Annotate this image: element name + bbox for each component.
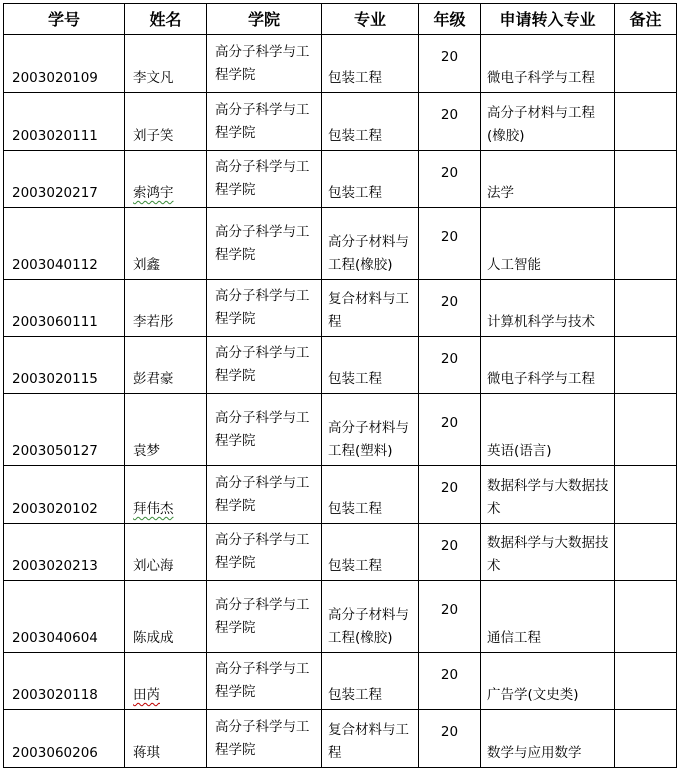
cell-student-id-text: 2003020213 (12, 558, 98, 574)
cell-major-text: 包装工程 (328, 70, 382, 86)
cell-remarks (615, 337, 677, 394)
cell-major-text: 包装工程 (328, 371, 382, 387)
cell-college (207, 394, 322, 466)
cell-remarks (615, 151, 677, 208)
cell-college-text: 高分子科学与工程学院 (215, 159, 310, 198)
cell-student-id-text: 2003020115 (12, 371, 98, 387)
cell-name-text: 李文凡 (133, 70, 174, 86)
cell-name (125, 280, 207, 337)
cell-target-major-text: 微电子科学与工程 (487, 371, 595, 387)
cell-student-id-text: 2003020118 (12, 687, 98, 703)
cell-student-id-text: 2003020109 (12, 70, 98, 86)
cell-student-id (4, 337, 125, 394)
cell-college-text: 高分子科学与工程学院 (215, 345, 310, 384)
cell-target-major-text: 广告学(文史类) (487, 687, 579, 703)
cell-student-id (4, 394, 125, 466)
cell-grade (419, 524, 481, 581)
cell-remarks (615, 35, 677, 93)
cell-target-major (481, 280, 615, 337)
cell-major (322, 35, 419, 93)
cell-target-major-text: 通信工程 (487, 630, 541, 646)
cell-grade-text: 20 (440, 724, 459, 740)
table-row (4, 524, 677, 581)
cell-remarks (615, 581, 677, 653)
cell-name (125, 581, 207, 653)
cell-major-text: 复合材料与工程 (328, 722, 409, 761)
cell-name (125, 394, 207, 466)
table-row (4, 35, 677, 93)
table-row (4, 208, 677, 280)
cell-college-text: 高分子科学与工程学院 (215, 101, 310, 141)
cell-name-text: 刘心海 (133, 558, 174, 574)
header-row (4, 4, 677, 35)
cell-major (322, 394, 419, 466)
cell-target-major-text: 数据科学与大数据技术 (487, 535, 609, 574)
header-student-id: 学号 (4, 4, 125, 35)
cell-college-text: 高分子科学与工程学院 (215, 532, 310, 571)
cell-college-text: 高分子科学与工程学院 (215, 43, 310, 83)
cell-target-major (481, 208, 615, 280)
table-row (4, 93, 677, 151)
cell-grade (419, 208, 481, 280)
table-row (4, 337, 677, 394)
cell-name (125, 93, 207, 151)
cell-student-id-text: 2003020111 (12, 128, 98, 144)
cell-grade-text: 20 (440, 164, 459, 181)
cell-grade (419, 280, 481, 337)
transfer-table (3, 3, 677, 768)
cell-grade (419, 151, 481, 208)
cell-college-text: 高分子科学与工程学院 (215, 661, 310, 700)
cell-grade (419, 394, 481, 466)
cell-name (125, 710, 207, 768)
cell-student-id (4, 280, 125, 337)
cell-target-major (481, 466, 615, 524)
cell-grade-text: 20 (440, 107, 459, 123)
cell-grade (419, 710, 481, 768)
cell-student-id-text: 2003040112 (12, 257, 98, 273)
cell-college (207, 581, 322, 653)
cell-student-id (4, 710, 125, 768)
cell-name (125, 653, 207, 710)
cell-major-text: 高分子材料与工程(橡胶) (328, 234, 409, 273)
cell-target-major-text: 数学与应用数学 (487, 745, 582, 761)
cell-major (322, 93, 419, 151)
cell-target-major (481, 581, 615, 653)
cell-college-text: 高分子科学与工程学院 (215, 409, 310, 449)
cell-major-text: 高分子材料与工程(橡胶) (328, 607, 409, 646)
cell-college (207, 524, 322, 581)
cell-grade (419, 466, 481, 524)
cell-name-text: 陈成成 (133, 630, 174, 646)
cell-name (125, 337, 207, 394)
cell-target-major (481, 394, 615, 466)
cell-target-major-text: 法学 (487, 185, 514, 201)
cell-target-major-text: 英语(语言) (487, 443, 552, 459)
cell-grade-text: 20 (440, 666, 459, 683)
cell-college-text: 高分子科学与工程学院 (215, 474, 310, 514)
table-row (4, 151, 677, 208)
cell-grade-text: 20 (440, 350, 459, 367)
cell-college (207, 93, 322, 151)
table-row (4, 394, 677, 466)
cell-remarks (615, 280, 677, 337)
cell-student-id (4, 151, 125, 208)
cell-major (322, 710, 419, 768)
cell-target-major (481, 93, 615, 151)
cell-grade-text: 20 (440, 602, 459, 618)
cell-college-text: 高分子科学与工程学院 (215, 223, 310, 263)
cell-college (207, 466, 322, 524)
cell-college (207, 653, 322, 710)
cell-name (125, 208, 207, 280)
cell-major (322, 337, 419, 394)
cell-grade (419, 35, 481, 93)
cell-target-major-text: 数据科学与大数据技术 (487, 478, 609, 517)
table-row (4, 710, 677, 768)
cell-major-text: 包装工程 (328, 501, 382, 517)
cell-name-text: 田芮 (133, 687, 160, 703)
cell-target-major-text: 人工智能 (487, 257, 541, 273)
cell-student-id (4, 653, 125, 710)
cell-major (322, 208, 419, 280)
cell-major (322, 151, 419, 208)
cell-college (207, 710, 322, 768)
cell-remarks (615, 653, 677, 710)
cell-major-text: 包装工程 (328, 185, 382, 201)
cell-college (207, 151, 322, 208)
cell-grade (419, 581, 481, 653)
cell-target-major-text: 计算机科学与技术 (487, 314, 595, 330)
cell-student-id-text: 2003020217 (12, 185, 98, 201)
cell-target-major (481, 524, 615, 581)
cell-target-major (481, 710, 615, 768)
cell-grade (419, 93, 481, 151)
cell-student-id (4, 466, 125, 524)
table-row (4, 280, 677, 337)
cell-target-major (481, 35, 615, 93)
cell-college-text: 高分子科学与工程学院 (215, 596, 310, 636)
cell-grade-text: 20 (440, 49, 459, 65)
cell-grade (419, 337, 481, 394)
cell-student-id (4, 581, 125, 653)
cell-name-text: 刘子笑 (133, 128, 174, 144)
cell-target-major (481, 653, 615, 710)
cell-student-id-text: 2003020102 (12, 501, 98, 517)
cell-target-major (481, 337, 615, 394)
cell-grade-text: 20 (440, 415, 459, 431)
cell-grade-text: 20 (440, 480, 459, 496)
cell-name-text: 蒋琪 (133, 745, 160, 761)
cell-college-text: 高分子科学与工程学院 (215, 288, 310, 327)
cell-name-text: 李若彤 (133, 314, 174, 330)
cell-remarks (615, 466, 677, 524)
cell-name-text: 袁梦 (133, 443, 160, 459)
cell-major (322, 280, 419, 337)
cell-major-text: 复合材料与工程 (328, 291, 409, 330)
cell-college (207, 337, 322, 394)
cell-student-id-text: 2003040604 (12, 630, 98, 646)
header-name: 姓名 (125, 4, 207, 35)
cell-grade-text: 20 (440, 229, 459, 245)
header-major: 专业 (322, 4, 419, 35)
header-target-major: 申请转入专业 (481, 4, 615, 35)
header-college: 学院 (207, 4, 322, 35)
cell-remarks (615, 93, 677, 151)
cell-remarks (615, 524, 677, 581)
cell-target-major-text: 微电子科学与工程 (487, 70, 595, 86)
cell-college-text: 高分子科学与工程学院 (215, 718, 310, 758)
cell-name-text: 刘鑫 (133, 257, 160, 273)
header-grade: 年级 (419, 4, 481, 35)
cell-grade-text: 20 (440, 293, 459, 310)
cell-major (322, 653, 419, 710)
cell-remarks (615, 208, 677, 280)
cell-target-major (481, 151, 615, 208)
cell-student-id (4, 93, 125, 151)
cell-student-id-text: 2003060111 (12, 314, 98, 330)
cell-name (125, 35, 207, 93)
cell-grade (419, 653, 481, 710)
table-row (4, 466, 677, 524)
cell-major (322, 466, 419, 524)
cell-remarks (615, 710, 677, 768)
cell-major (322, 581, 419, 653)
cell-major-text: 包装工程 (328, 128, 382, 144)
cell-name (125, 151, 207, 208)
cell-major-text: 包装工程 (328, 558, 382, 574)
cell-major-text: 包装工程 (328, 687, 382, 703)
cell-target-major-text: 高分子材料与工程(橡胶) (487, 105, 595, 144)
cell-college (207, 35, 322, 93)
cell-name-text: 索鸿宇 (133, 185, 174, 201)
cell-college (207, 208, 322, 280)
cell-student-id-text: 2003050127 (12, 443, 98, 459)
table-row (4, 653, 677, 710)
header-remarks: 备注 (615, 4, 677, 35)
cell-remarks (615, 394, 677, 466)
cell-student-id (4, 35, 125, 93)
table-row (4, 581, 677, 653)
cell-major-text: 高分子材料与工程(塑料) (328, 420, 409, 459)
cell-student-id-text: 2003060206 (12, 745, 98, 761)
cell-student-id (4, 524, 125, 581)
cell-college (207, 280, 322, 337)
cell-name (125, 466, 207, 524)
cell-name (125, 524, 207, 581)
cell-name-text: 彭君豪 (133, 371, 174, 387)
cell-major (322, 524, 419, 581)
cell-student-id (4, 208, 125, 280)
cell-name-text: 拜伟杰 (133, 501, 174, 517)
cell-grade-text: 20 (440, 537, 459, 554)
